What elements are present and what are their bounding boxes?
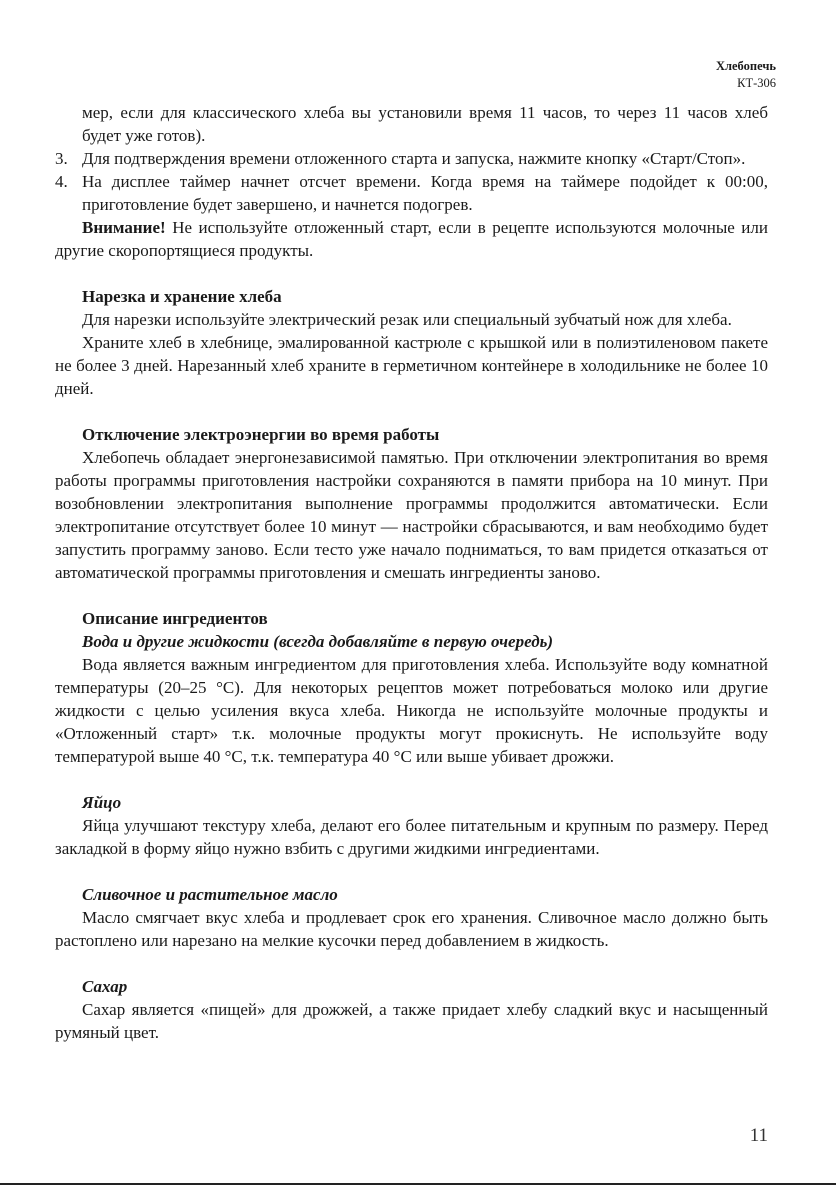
subsection-title-butter: Сливочное и растительное масло [82, 885, 338, 904]
sugar-paragraph: Сахар является «пищей» для дрожжей, а также придает хлебу сладкий вкус и насыщенный румяный цвет. [55, 1000, 768, 1042]
page-number: 11 [749, 1125, 768, 1146]
cutting-paragraph-2: Храните хлеб в хлебнице, эмалированной кастрюле с крышкой или в полиэтиленовом пакете не более 3 дней. Нарезанный хлеб храните в герметичном контейнере в холодильнике не более 10 дней. [55, 333, 768, 398]
step-text: Для подтверждения времени отложенного старта и запуска, нажмите кнопку «Старт/Стоп». [82, 149, 746, 168]
warning-label: Внимание! [82, 218, 166, 237]
page-content [55, 101, 768, 1044]
header-product: Хлебопечь [715, 59, 776, 73]
warning-text: Не используйте отложенный старт, если в рецепте используются молочные или другие скоропортящиеся продукты. [55, 218, 768, 260]
warning-paragraph [55, 216, 768, 262]
cutting-paragraph-1: Для нарезки используйте электрический резак или специальный зубчатый нож для хлеба. [82, 310, 732, 329]
section-title-ingredients: Описание ингредиентов [82, 609, 268, 628]
step-number: 4. [55, 172, 68, 191]
subsection-title-sugar: Сахар [82, 977, 128, 996]
step-text: На дисплее таймер начнет отсчет времени. Когда время на таймере подойдет к 00:00, приготовление будет завершено, и начнется подогрев. [82, 172, 768, 214]
section-title-cutting: Нарезка и хранение хлеба [82, 287, 282, 306]
butter-paragraph: Масло смягчает вкус хлеба и продлевает срок его хранения. Сливочное масло должно быть растоплено или нарезано на мелкие кусочки перед добавлением в жидкость. [55, 908, 768, 950]
header-model: КТ-306 [737, 76, 776, 90]
water-paragraph: Вода является важным ингредиентом для приготовления хлеба. Используйте воду комнатной температуры (20–25 °С). Для некоторых рецептов может потребоваться молоко или другие жидкости с целью усиления вкуса хлеба. Никогда не используйте молочные продукты и «Отложенный старт» т.к. молочные продукты могут прокиснуть. Не используйте воду температурой выше 40 °С, т.к. температура 40 °С или выше убивает дрожжи. [55, 655, 768, 766]
page-header [716, 58, 776, 92]
bottom-rule [0, 1183, 836, 1185]
list-item [55, 170, 768, 216]
step-number: 3. [55, 149, 68, 168]
section-title-power: Отключение электроэнергии во время работы [82, 425, 440, 444]
steps-list [55, 147, 768, 216]
subsection-title-egg: Яйцо [82, 793, 122, 812]
list-item [55, 147, 768, 170]
subsection-title-water: Вода и другие жидкости (всегда добавляйте в первую очередь) [82, 632, 554, 651]
power-paragraph: Хлебопечь обладает энергонезависимой памятью. При отключении электропитания во время работы программы приготовления настройки сохраняются в памяти прибора на 10 минут. При возобновлении электропитания выполнение программы продолжится автоматически. Если электропитание отсутствует более 10 минут — настройки сбрасываются, и вам необходимо будет запустить программу заново. Если тесто уже начало подниматься, то вам придется отказаться от автоматической программы приготовления и смешать ингредиенты заново. [55, 448, 768, 582]
intro-continuation: мер, если для классического хлеба вы установили время 11 часов, то через 11 часов хлеб будет уже готов). [82, 103, 768, 145]
egg-paragraph: Яйца улучшают текстуру хлеба, делают его более питательным и крупным по размеру. Перед закладкой в форму яйцо нужно взбить с другими жидкими ингредиентами. [55, 816, 768, 858]
